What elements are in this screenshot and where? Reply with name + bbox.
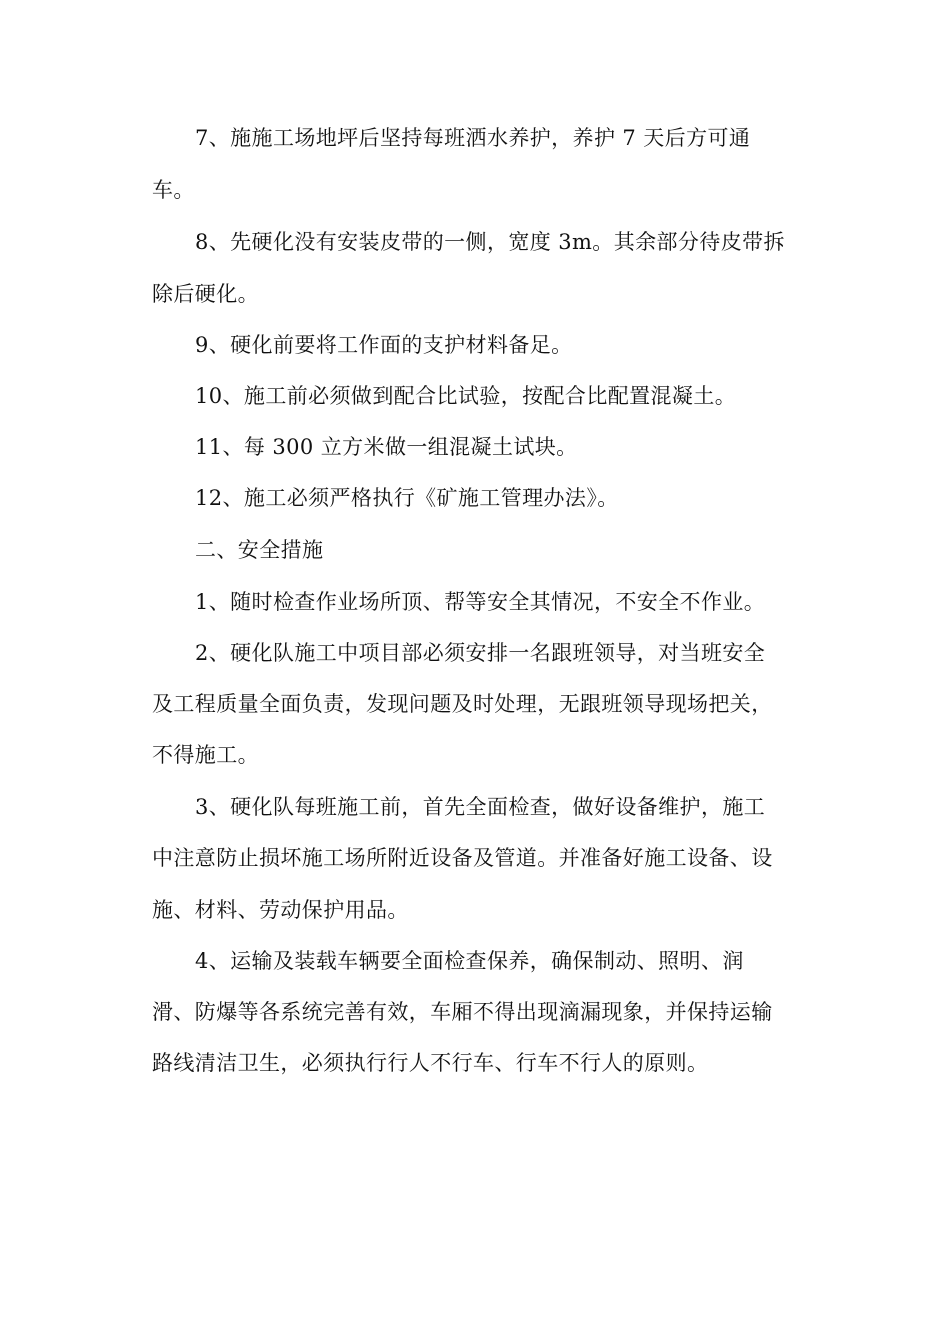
paragraph-10: 10、施工前必须做到配合比试验，按配合比配置混凝土。 [195, 384, 737, 408]
safety-item-4-line-1: 4、运输及装载车辆要全面检查保养，确保制动、照明、润 [195, 949, 744, 973]
paragraph-8-line-2: 除后硬化。 [152, 282, 259, 306]
paragraph-7-line-2: 车。 [152, 178, 195, 202]
paragraph-11: 11、每 300 立方米做一组混凝土试块。 [195, 435, 578, 459]
paragraph-12: 12、施工必须严格执行《矿施工管理办法》。 [195, 486, 619, 510]
safety-item-2-line-3: 不得施工。 [152, 743, 259, 767]
safety-item-4-line-3: 路线清洁卫生，必须执行行人不行车、行车不行人的原则。 [152, 1051, 709, 1075]
safety-item-1: 1、随时检查作业场所顶、帮等安全其情况，不安全不作业。 [195, 590, 766, 614]
section-heading-safety-measures: 二、安全措施 [195, 538, 324, 562]
safety-item-3-line-1: 3、硬化队每班施工前，首先全面检查，做好设备维护，施工 [195, 795, 766, 819]
safety-item-3-line-2: 中注意防止损坏施工场所附近设备及管道。并准备好施工设备、设 [152, 846, 773, 870]
safety-item-3-line-3: 施、材料、劳动保护用品。 [152, 898, 409, 922]
paragraph-9: 9、硬化前要将工作面的支护材料备足。 [195, 333, 573, 357]
safety-item-4-line-2: 滑、防爆等各系统完善有效，车厢不得出现滴漏现象，并保持运输 [152, 1000, 773, 1024]
safety-item-2-line-1: 2、硬化队施工中项目部必须安排一名跟班领导，对当班安全 [195, 641, 766, 665]
safety-item-2-line-2: 及工程质量全面负责，发现问题及时处理，无跟班领导现场把关， [152, 692, 773, 716]
paragraph-7-line-1: 7、施施工场地坪后坚持每班洒水养护，养护 7 天后方可通 [195, 126, 751, 150]
paragraph-8-line-1: 8、先硬化没有安装皮带的一侧，宽度 3m。其余部分待皮带拆 [195, 230, 785, 254]
